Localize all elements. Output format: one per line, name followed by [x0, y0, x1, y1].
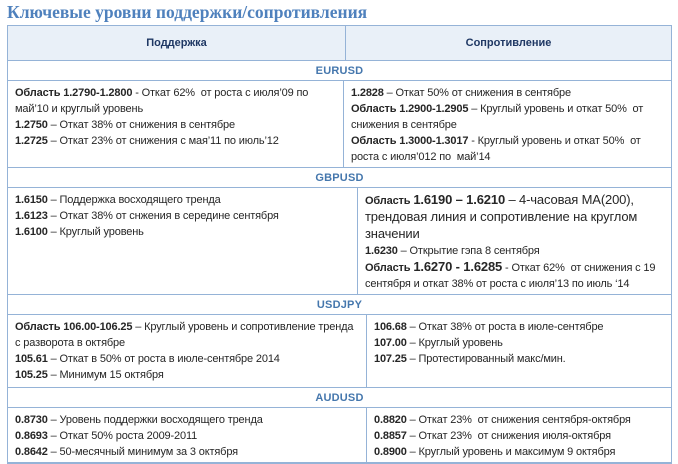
column-header-resistance: Сопротивление: [465, 37, 552, 49]
level-line: [15, 85, 337, 117]
level-line: [374, 444, 665, 460]
pair-band-usdjpy: [8, 294, 671, 315]
level-text: 1.6150: [15, 194, 48, 206]
level-text: 105.25: [15, 369, 48, 381]
level-text: – Круглый уровень и максимум 9 октября: [406, 446, 616, 458]
level-text: 107.00: [374, 337, 407, 349]
level-line: [374, 335, 665, 351]
level-text: 0.8900: [374, 446, 407, 458]
level-text: – Откат 38% от снжения в середине сентября: [47, 210, 279, 222]
level-text: Область: [365, 262, 414, 274]
level-text: – Поддержка восходящего тренда: [47, 194, 221, 206]
level-text: 1.6100: [15, 226, 48, 238]
resistance-cell: [344, 81, 671, 167]
level-text: Область: [365, 195, 414, 207]
level-text: 1.6230: [365, 245, 398, 257]
pair-label: GBPUSD: [315, 171, 364, 184]
level-line: [15, 208, 351, 224]
level-line: [15, 351, 360, 367]
level-text: 1.6123: [15, 210, 48, 222]
level-text: – Откат 23% от снижения июля-октября: [406, 430, 611, 442]
level-text: 0.8730: [15, 414, 48, 426]
support-cell: [8, 81, 344, 167]
pair-band-gbpusd: [8, 167, 671, 188]
level-text: - Откат 62% от роста с июля’09 по май’10 и круглый уровень: [15, 87, 315, 115]
level-line: [15, 319, 360, 351]
level-text: Область 1.3000-1.3017: [351, 135, 469, 147]
level-line: [15, 192, 351, 208]
pair-band-eurusd: [8, 60, 671, 81]
level-line: [15, 412, 360, 428]
level-text: 1.2725: [15, 135, 48, 147]
level-text: – Уровень поддержки восходящего тренда: [47, 414, 263, 426]
resistance-cell: [358, 188, 671, 294]
pair-row-audusd: [8, 408, 671, 462]
levels-table: [7, 25, 672, 464]
level-text: - Откат 62% от снижения с 19 сентября и откат 38% от роста с июля’13 по июль ‘14: [365, 262, 659, 290]
level-text: 0.8820: [374, 414, 407, 426]
level-text: – Откат 38% от снижения в сентябре: [47, 119, 235, 131]
level-text: – Круглый уровень: [47, 226, 144, 238]
level-text: – 4-часовая МА(200), трендовая линия и сопротивление на круглом значении: [365, 192, 641, 241]
pair-label: EURUSD: [315, 64, 364, 77]
level-text: Область 1.2790-1.2800: [15, 87, 133, 99]
support-cell: [8, 315, 367, 387]
resistance-cell: [367, 315, 671, 387]
level-text: 0.8693: [15, 430, 48, 442]
level-line: [365, 259, 665, 292]
level-text: 106.68: [374, 321, 407, 333]
level-text: 1.2828: [351, 87, 384, 99]
level-text: – Круглый уровень и откат 50% от снижения в сентябре: [351, 103, 647, 131]
page: [0, 2, 678, 464]
level-text: 0.8857: [374, 430, 407, 442]
level-text: Область 1.2900-1.2905: [351, 103, 469, 115]
level-line: [15, 367, 360, 383]
level-text: Область 106.00-106.25: [15, 321, 133, 333]
level-text: – Откат 23% от снижения сентября-октября: [406, 414, 631, 426]
table-body: [8, 60, 671, 462]
level-line: [365, 192, 665, 243]
level-text: 1.2750: [15, 119, 48, 131]
level-text: – Круглый уровень и сопротивление тренда с разворота в октябре: [15, 321, 357, 349]
page-title: Ключевые уровни поддержки/сопротивления: [7, 2, 368, 22]
pair-row-eurusd: [8, 81, 671, 167]
level-text: – Открытие гэпа 8 сентября: [397, 245, 540, 257]
level-line: [374, 351, 665, 367]
level-text: - Круглый уровень и откат 50% от роста с июля’012 по май’14: [351, 135, 644, 163]
level-text: – Минимум 15 октября: [47, 369, 164, 381]
level-text: 1.6270 - 1.6285: [413, 259, 503, 274]
level-line: [15, 444, 360, 460]
level-text: – Протестированный макс/мин.: [406, 353, 566, 365]
level-text: – Откат 50% от снижения в сентябре: [383, 87, 571, 99]
resistance-cell: [367, 408, 671, 462]
level-text: – Откат 50% роста 2009-2011: [47, 430, 198, 442]
level-text: – 50-месячный минимум за 3 октября: [47, 446, 238, 458]
level-line: [15, 428, 360, 444]
level-text: 0.8642: [15, 446, 48, 458]
level-line: [351, 101, 665, 133]
level-line: [15, 224, 351, 240]
level-line: [351, 85, 665, 101]
level-text: 107.25: [374, 353, 407, 365]
level-text: – Откат в 50% от роста в июле-сентябре 2014: [47, 353, 280, 365]
pair-label: USDJPY: [316, 298, 363, 311]
level-line: [15, 117, 337, 133]
level-text: – Откат 38% от роста в июле-сентябре: [406, 321, 604, 333]
support-cell: [8, 408, 367, 462]
level-text: 1.6190 – 1.6210: [413, 192, 506, 207]
pair-row-gbpusd: [8, 188, 671, 294]
level-text: 105.61: [15, 353, 48, 365]
pair-row-usdjpy: [8, 315, 671, 387]
pair-label: AUDUSD: [315, 391, 364, 404]
level-line: [374, 319, 665, 335]
level-line: [351, 133, 665, 165]
level-line: [374, 428, 665, 444]
support-cell: [8, 188, 358, 294]
pair-band-audusd: [8, 387, 671, 408]
level-line: [15, 133, 337, 149]
level-text: – Откат 23% от снижения с мая’11 по июль’12: [47, 135, 279, 147]
table-header-row: [8, 26, 671, 60]
level-line: [374, 412, 665, 428]
level-text: – Круглый уровень: [406, 337, 503, 349]
level-line: [365, 243, 665, 259]
column-header-support: Поддержка: [8, 26, 346, 60]
